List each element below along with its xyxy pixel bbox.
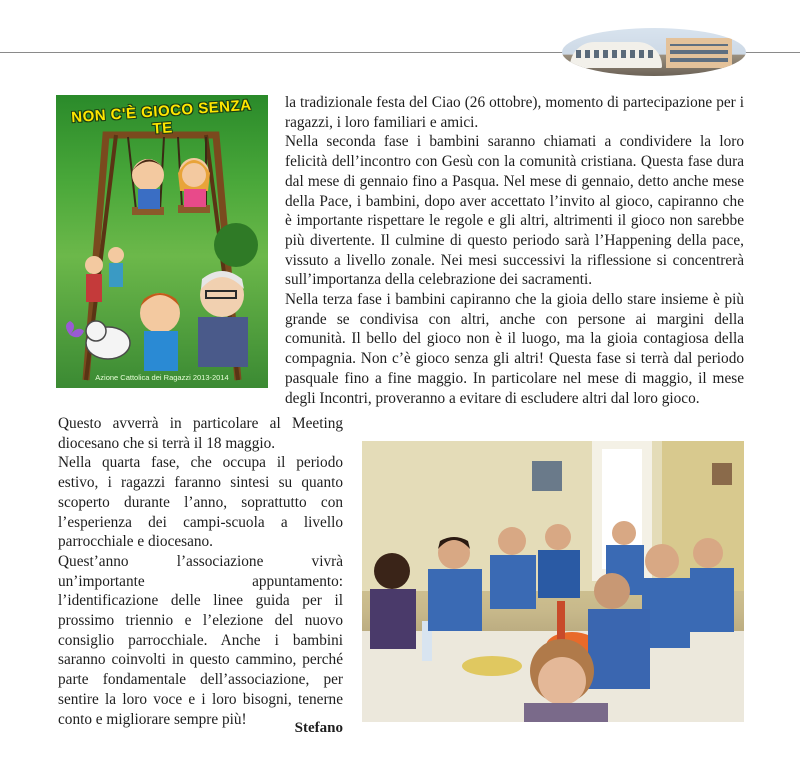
photo-building-windows (576, 50, 656, 58)
author-signature: Stefano (294, 720, 343, 736)
article-paragraph: Questo avverrà in particolare al Meeting diocesano che si terrà il 18 maggio. (58, 415, 343, 452)
article-paragraph: Nella quarta fase, che occupa il periodo estivo, i ragazzi faranno sintesi su quanto scoperto durante l’anno, soprattutto con l’esperienza dei campi-scuola a livello parrocchiale e diocesano. (58, 454, 343, 551)
poster-footer: Azione Cattolica dei Ragazzi 2013-2014 (95, 373, 229, 382)
article-paragraph: Nella terza fase i bambini capiranno che la gioia dello stare insieme è più grande se condivisa con altri, anche con persone ai margini della comunità. Il bello del gioco non è il luogo, ma la gioia contagiosa della compagnia. Non c’è gioco senza gli altri! Questa fase si terrà dal periodo pasquale fino a fine maggio. In particolare nel mese di maggio, il mese degli Incontri, proveranno a evitare di escludere altri dal loro gioco. (285, 291, 744, 407)
header-building-photo (562, 28, 746, 76)
group-meal-photo (362, 441, 744, 722)
article-paragraph: Nella seconda fase i bambini saranno chiamati a condividere la loro felicità dell’incontro con Gesù con la comunità cristiana. Questa fase dura dal mese di gennaio fino a Pasqua. Nel mese di gennaio, detto anche mese della Pace, i bambini, dopo aver accettato l’invito al gioco, capiranno che è importante rispettare le regole e gli altri, altrimenti il gioco non sarebbe più divertente. Il culmine di questo periodo sarà l’Happening della pace, vissuto a livello zonale. Nei mesi successivi la riflessione si concentrerà sull’importanza della celebrazione dei sacramenti. (285, 133, 744, 289)
article-paragraph: Quest’anno l’associazione vivrà un’importante appuntamento: l’identificazione delle linee guida per il prossimo triennio e l’elezione del nuovo consiglio parrocchiale. Anche i bambini saranno coinvolti in questo cammino, perché parte fondamentale dell’associazione, per sentire la loro voce e i loro bisogni, tenerne conto e migliorare sempre più! (58, 552, 343, 728)
article-paragraph: la tradizionale festa del Ciao (26 ottobre), momento di partecipazione per i ragazzi, i loro familiari e amici. (285, 94, 744, 131)
poster-image (56, 95, 268, 388)
poster-title: NON C'È GIOCO SENZA TE (70, 96, 253, 138)
article-column-right (285, 93, 744, 408)
photo-building-block-windows (670, 44, 728, 62)
photo-scene (362, 441, 744, 722)
article-column-left (58, 414, 343, 729)
